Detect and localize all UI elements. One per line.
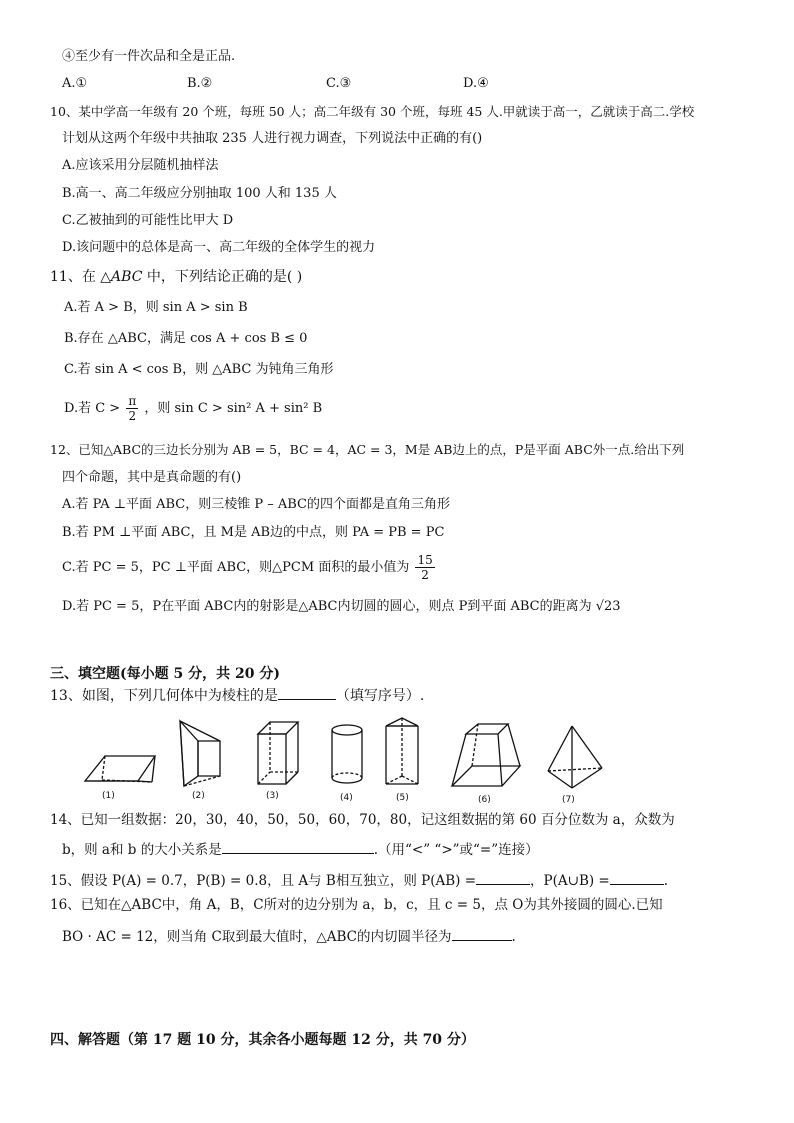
q10-option-b: B.高一、高二年级应分别抽取 100 人和 135 人 (62, 186, 337, 201)
q11-option-d (64, 392, 322, 426)
q11-frac-num: π (128, 394, 137, 408)
q16-stem-2b: . (511, 929, 516, 945)
q10-stem-line2: 计划从这两个年级中共抽取 235 人进行视力调查，下列说法中正确的有() (62, 131, 483, 146)
q11-number: 11、 (50, 269, 82, 285)
q14-stem-line2 (62, 841, 539, 859)
q10-stem-line1: 10、某中学高一年级有 20 个班，每班 50 人；高二年级有 30 个班，每班 45 人.甲就读于高一，乙就读于高二.学校 (50, 104, 695, 119)
solid-label-7: (7) (562, 795, 575, 805)
section-3-heading: 三、填空题(每小题 5 分，共 20 分) (50, 666, 280, 682)
solid-label-4: (4) (340, 793, 353, 803)
solid-label-3: (3) (266, 791, 279, 801)
q12-frac-num: 15 (417, 553, 433, 567)
q14-stem-2a: b，则 a和 b 的大小关系是 (62, 842, 222, 858)
q9-option-b: B.② (187, 76, 213, 91)
q9-option-a: A.① (62, 76, 88, 91)
solid-7-pyramid (548, 726, 602, 805)
q14-stem-line1: 14、已知一组数据：20，30，40，50，50，60，70，80，记这组数据的第 60 百分位数为 a，众数为 (50, 812, 675, 828)
q11-option-b: B.存在 △ABC，满足 cos A + cos B ≤ 0 (64, 331, 308, 346)
q11-stem (50, 268, 302, 286)
q16-answer-blank[interactable] (452, 928, 512, 941)
q15-part-b: ，P(A∪B) = (530, 873, 610, 889)
q13-stem (50, 687, 424, 705)
solid-label-1: (1) (102, 791, 115, 801)
q15-answer-blank-1[interactable] (476, 872, 530, 885)
q16-stem-2a: BO · AC = 12，则当角 C取到最大值时，△ABC的内切圆半径为 (62, 929, 452, 945)
q12-option-a: A.若 PA ⊥平面 ABC，则三棱锥 P – ABC的四个面都是直角三角形 (62, 497, 450, 512)
solid-1-prism (85, 756, 155, 801)
q11-frac-den: 2 (128, 409, 137, 423)
q15-part-c: . (663, 873, 669, 889)
q11-triangle: △ABC (100, 269, 143, 285)
q12-option-d: D.若 PC = 5，P在平面 ABC内的射影是△ABC内切圆的圆心，则点 P到平面 ABC的距离为 √23 (62, 599, 621, 614)
q12-frac-den: 2 (421, 568, 429, 582)
solid-label-2: (2) (192, 791, 205, 801)
solid-label-6: (6) (478, 795, 491, 805)
q10-option-d: D.该问题中的总体是高一、高二年级的全体学生的视力 (62, 240, 376, 255)
q13-stem-b: （填写序号）. (335, 688, 425, 704)
q12-fraction (415, 553, 434, 582)
solid-label-5: (5) (396, 793, 409, 803)
q15-answer-blank-2[interactable] (610, 872, 664, 885)
q12-option-c (62, 550, 437, 586)
q12-option-b: B.若 PM ⊥平面 ABC，且 M是 AB边的中点，则 PA = PB = PC (62, 525, 445, 540)
q12-stem-line1: 12、已知△ABC的三边长分别为 AB = 5，BC = 4，AC = 3，M是 AB边上的点，P是平面 ABC外一点.给出下列 (50, 442, 685, 457)
q9-option-c: C.③ (326, 76, 352, 91)
q13-solids-figure (80, 716, 610, 806)
solid-4-cylinder (332, 725, 362, 803)
q14-answer-blank[interactable] (222, 841, 374, 854)
q11-option-d-post: ，则 sin C > sin² A + sin² B (144, 401, 323, 416)
q11-fraction (126, 394, 138, 423)
q12-stem-line2: 四个命题，其中是真命题的有() (62, 470, 242, 485)
q16-stem-line2 (62, 928, 516, 946)
q11-option-d-pre: D.若 C > (64, 401, 121, 416)
q11-stem-a: 在 (81, 269, 96, 285)
solid-6-frustum (452, 724, 520, 805)
q13-stem-a: 13、如图，下列几何体中为棱柱的是 (50, 688, 278, 704)
q10-option-a: A.应该采用分层随机抽样法 (62, 158, 219, 173)
q11-stem-b: 中，下列结论正确的是( ) (146, 269, 303, 285)
q11-option-c: C.若 sin A < cos B，则 △ABC 为钝角三角形 (64, 362, 334, 377)
q16-stem-line1: 16、已知在△ABC中，角 A，B，C所对的边分别为 a，b，c，且 c = 5，点 O为其外接圆的圆心.已知 (50, 897, 663, 913)
q15-part-a: 15、假设 P(A) = 0.7，P(B) = 0.8，且 A与 B相互独立，则 P(AB) = (50, 873, 477, 889)
q10-option-c: C.乙被抽到的可能性比甲大 D (62, 213, 234, 228)
section-4-heading: 四、解答题（第 17 题 10 分，其余各小题每题 12 分，共 70 分） (50, 1032, 475, 1048)
q12-option-c-pre: C.若 PC = 5，PC ⊥平面 ABC，则△PCM 面积的最小值为 (62, 560, 410, 575)
solid-2 (180, 721, 220, 801)
q13-answer-blank[interactable] (278, 687, 336, 700)
q9-option-d: D.④ (463, 76, 489, 91)
q14-stem-2b: .（用“<” “>”或“=”连接） (373, 842, 539, 858)
solid-3-box (258, 722, 298, 801)
q15-stem (50, 872, 668, 890)
q11-option-a: A.若 A > B，则 sin A > sin B (64, 300, 248, 315)
q9-item4: ④至少有一件次品和全是正品. (62, 49, 236, 64)
solid-5-prism (386, 718, 418, 803)
